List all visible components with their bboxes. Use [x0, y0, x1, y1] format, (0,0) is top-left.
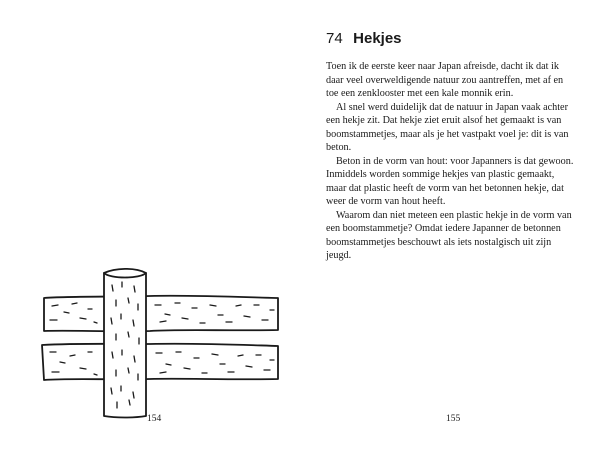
body-text	[326, 60, 574, 263]
chapter-number: 74	[326, 30, 343, 47]
page-number-left: 154	[147, 414, 162, 424]
paragraph: Al snel werd duidelijk dat de natuur in Japan vaak achter een hekje zit. Dat hekje ziet eruit alsof het gemaakt is van boomstammetjes, maar als je het vastpakt voel je: dit is van beton.	[326, 101, 569, 153]
paragraph: Toen ik de eerste keer naar Japan afreisde, dacht ik dat ik daar veel overweldigende natuur zou aantreffen, met af en toe een zenklooster met een kale monnik erin.	[326, 61, 564, 99]
upper-rail	[44, 296, 278, 332]
chapter-heading	[326, 30, 402, 48]
page-number-right: 155	[446, 414, 461, 424]
right-page	[300, 0, 600, 450]
paragraph: Beton in de vorm van hout: voor Japanners is dat gewoon. Inmiddels worden sommige hekjes van plastic gemaakt, maar dat plastic heeft de vorm van het betonnen hekje, dat weer de vorm van hout heeft.	[326, 155, 574, 207]
chapter-title: Hekjes	[353, 30, 402, 47]
fence-post	[104, 269, 146, 418]
paragraph: Waarom dan niet meteen een plastic hekje in de vorm van een boomstammetje? Omdat iedere Japanner de betonnen boomstammetjes beschouwt als iets nostalgisch uit zijn jeugd.	[326, 209, 572, 261]
lower-rail	[42, 344, 278, 380]
